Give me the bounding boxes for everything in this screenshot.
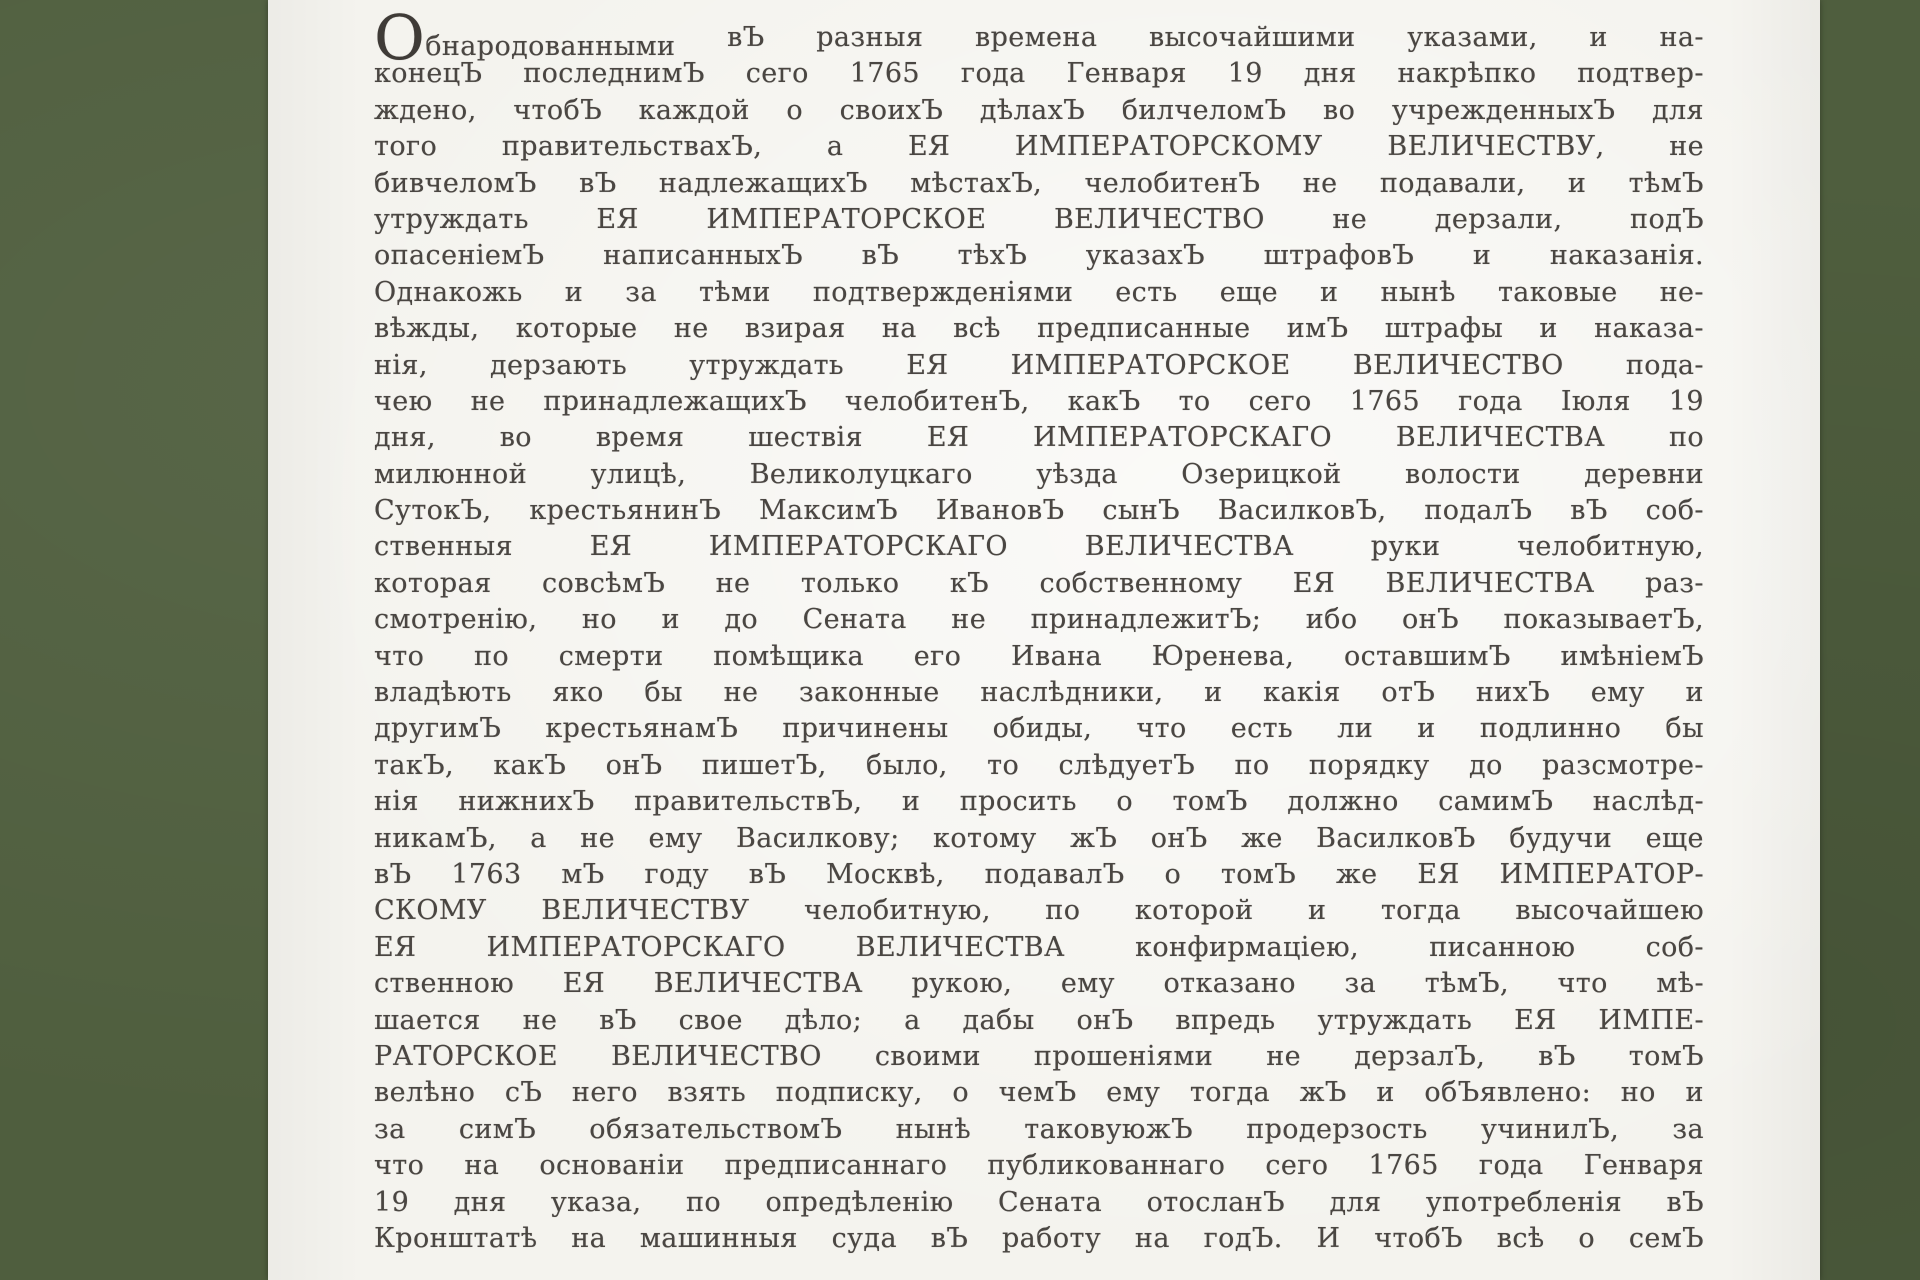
text-line: вЪ 1763 мЪ году вЪ Москвѣ, подавалЪ о томЪ же ЕЯ ИМПЕРАТОР- [374,858,1704,890]
text-line: шается не вЪ свое дѣло; а дабы онЪ впредь утруждать ЕЯ ИМПЕ- [374,1004,1704,1036]
text-line: нія нижнихЪ правительствЪ, и просить о томЪ должно самимЪ наслѣд- [374,786,1704,818]
text-line: вѣжды, которые не взирая на всѣ предписанные имЪ штрафы и наказа- [374,313,1704,345]
text-line: ственныя ЕЯ ИМПЕРАТОРСКАГО ВЕЛИЧЕСТВА руки челобитную, [374,531,1704,563]
text-line: что на основаніи предписаннаго публикованнаго сего 1765 года Генваря [374,1150,1704,1182]
text-line: другимЪ крестьянамЪ причинены обиды, что есть ли и подлинно бы [374,713,1704,745]
green-mat-right [1820,0,1920,1280]
text-line: бивчеломЪ вЪ надлежащихЪ мѣстахЪ, челобитенЪ не подавали, и тѣмЪ [374,167,1704,199]
text-line: чею не принадлежащихЪ челобитенЪ, какЪ то сего 1765 года Іюля 19 [374,385,1704,417]
text-line: никамЪ, а не ему Василкову; котому жЪ онЪ же ВасилковЪ будучи еще [374,822,1704,854]
text-line: смотренію, но и до Сената не принадлежитЪ; ибо онЪ показываетЪ, [374,604,1704,636]
text-line: конецЪ последнимЪ сего 1765 года Генваря 19 дня накрѣпко подтвер- [374,58,1704,90]
text-line: утруждать ЕЯ ИМПЕРАТОРСКОЕ ВЕЛИЧЕСТВО не дерзали, подЪ [374,203,1704,235]
text-line: ждено, чтобЪ каждой о своихЪ дѣлахЪ билчеломЪ во учрежденныхЪ для [374,94,1704,126]
text-line: за симЪ обязательствомЪ нынѣ таковуюжЪ продерзость учинилЪ, за [374,1113,1704,1145]
text-line: такЪ, какЪ онЪ пишетЪ, было, то слѣдуетЪ по порядку до разсмотре- [374,749,1704,781]
text-line: дня, во время шествія ЕЯ ИМПЕРАТОРСКАГО ВЕЛИЧЕСТВА по [374,422,1704,454]
text-line: владѣють яко бы не законные наслѣдники, и какія отЪ нихЪ ему и [374,677,1704,709]
green-mat-left [0,0,268,1280]
text-line: которая совсѣмЪ не только кЪ собственному ЕЯ ВЕЛИЧЕСТВА раз- [374,567,1704,599]
text-line: ЕЯ ИМПЕРАТОРСКАГО ВЕЛИЧЕСТВА конфирмаціею, писанною соб- [374,931,1704,963]
text-line: ственною ЕЯ ВЕЛИЧЕСТВА рукою, ему отказано за тѣмЪ, что мѣ- [374,968,1704,1000]
text-line: нія, дерзають утруждать ЕЯ ИМПЕРАТОРСКОЕ ВЕЛИЧЕСТВО пода- [374,349,1704,381]
printed-decree-page [268,0,1820,1280]
text-line: Однакожь и за тѣми подтвержденіями есть еще и нынѣ таковые не- [374,276,1704,308]
text-line: того правительствахЪ, а ЕЯ ИМПЕРАТОРСКОМУ ВЕЛИЧЕСТВУ, не [374,131,1704,163]
text-line: Обнародованными вЪ разныя времена высочайшими указами, и на- [374,1,1704,74]
text-line: опасеніемЪ написанныхЪ вЪ тѣхЪ указахЪ штрафовЪ и наказанія. [374,240,1704,272]
text-line: велѣно сЪ него взять подписку, о чемЪ ему тогда жЪ и обЪявлено: но и [374,1077,1704,1109]
text-line: СутокЪ, крестьянинЪ МаксимЪ ИвановЪ сынЪ ВасилковЪ, подалЪ вЪ соб- [374,495,1704,527]
text-line: 19 дня указа, по опредѣленію Сената отосланЪ для употребленія вЪ [374,1186,1704,1218]
text-line: РАТОРСКОЕ ВЕЛИЧЕСТВО своими прошеніями не дерзалЪ, вЪ томЪ [374,1040,1704,1072]
text-line: что по смерти помѣщика его Ивана Юренева, оставшимЪ имѣніемЪ [374,640,1704,672]
text-line: Кронштатѣ на машинныя суда вЪ работу на годЪ. И чтобЪ всѣ о семЪ [374,1222,1704,1254]
decree-text-body [374,1,1704,1257]
text-line: СКОМУ ВЕЛИЧЕСТВУ челобитную, по которой и тогда высочайшею [374,895,1704,927]
text-line: милюнной улицѣ, Великолуцкаго уѣзда Озерицкой волости деревни [374,458,1704,490]
